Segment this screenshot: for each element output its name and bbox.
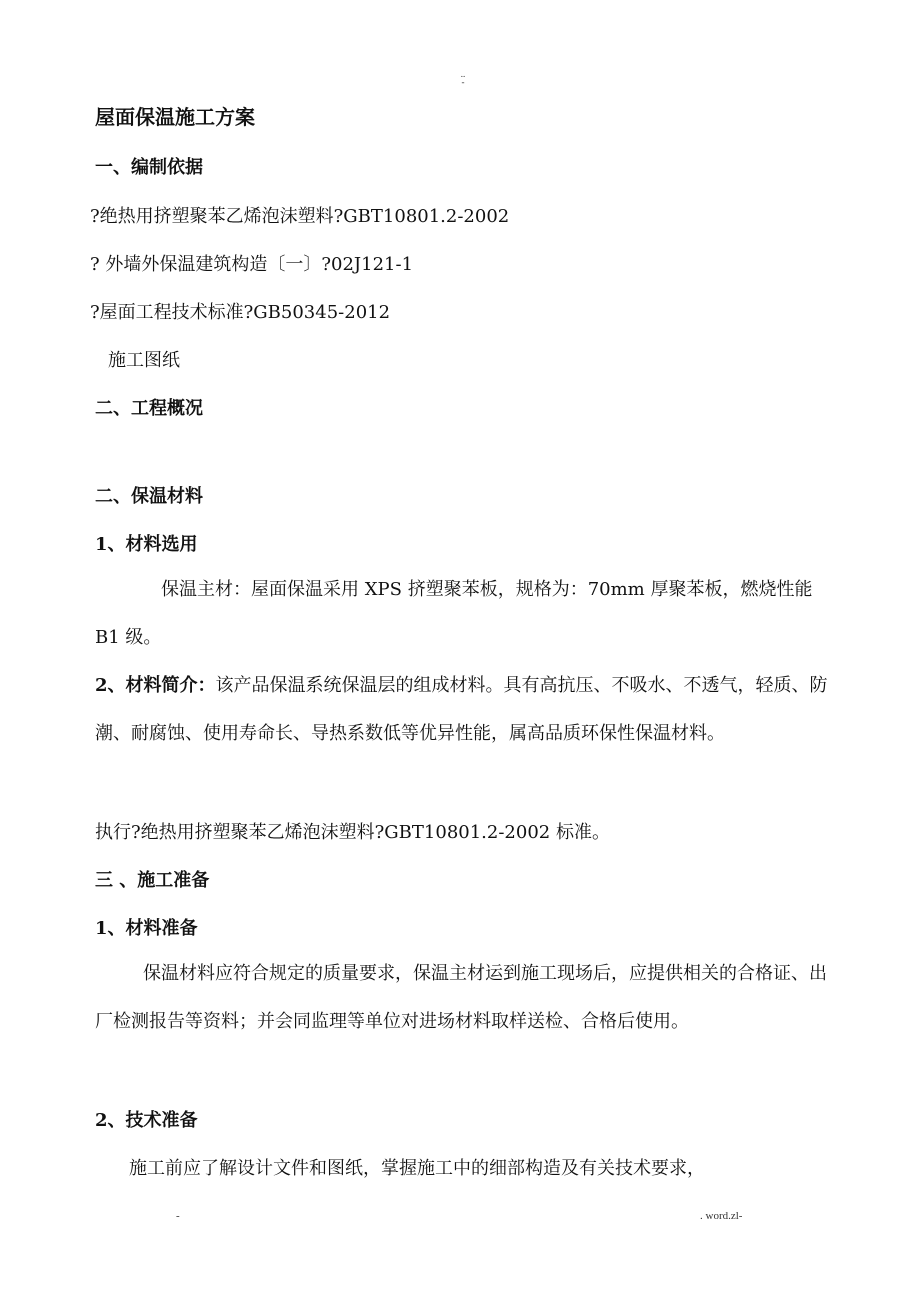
- footer-right: . word.zl-: [700, 1210, 743, 1222]
- section-heading-materials: 二、保温材料: [95, 486, 203, 507]
- basis-item-3: ?屋面工程技术标准?GB50345-2012: [90, 302, 391, 323]
- basis-item-1: ?绝热用挤塑聚苯乙烯泡沫塑料?GBT10801.2-2002: [90, 206, 510, 227]
- header-dots: ..: [460, 69, 466, 79]
- document-title: 屋面保温施工方案: [95, 105, 255, 129]
- basis-item-2: ? 外墙外保温建筑构造〔一〕?02J121-1: [90, 254, 414, 275]
- subheading-technical-preparation: 2、技术准备: [95, 1110, 198, 1131]
- material-selection-text: 保温主材：屋面保温采用 XPS 挤塑聚苯板，规格为：70mm 厚聚苯板，燃烧性能 B1 级。: [95, 579, 813, 648]
- material-preparation-text: 保温材料应符合规定的质量要求，保温主材运到施工现场后，应提供相关的合格证、出厂检测报告等资料；并会同监理等单位对进场材料取样送检、合格后使用。: [95, 963, 827, 1032]
- material-standard-text: 执行?绝热用挤塑聚苯乙烯泡沫塑料?GBT10801.2-2002 标准。: [95, 822, 610, 843]
- section-heading-preparation: 三 、施工准备: [95, 870, 210, 891]
- subheading-material-selection: 1、材料选用: [95, 534, 198, 555]
- technical-preparation-text: 施工前应了解设计文件和图纸，掌握施工中的细部构造及有关技术要求，: [129, 1158, 705, 1179]
- header-dash: -: [461, 77, 465, 87]
- section-heading-basis: 一、编制依据: [95, 157, 203, 178]
- footer-left: -: [176, 1210, 180, 1222]
- basis-item-4: 施工图纸: [108, 350, 180, 371]
- page-header-mark: [455, 70, 471, 86]
- material-intro-label: 2、材料简介：: [95, 675, 216, 696]
- material-intro-text: 该产品保温系统保温层的组成材料。具有高抗压、不吸水、不透气，轻质、防潮、耐腐蚀、使用寿命长、导热系数低等优异性能，属高品质环保性保温材料。: [95, 675, 828, 744]
- material-intro-paragraph: [95, 662, 835, 758]
- section-heading-overview: 二、工程概况: [95, 398, 203, 419]
- subheading-material-preparation: 1、材料准备: [95, 918, 198, 939]
